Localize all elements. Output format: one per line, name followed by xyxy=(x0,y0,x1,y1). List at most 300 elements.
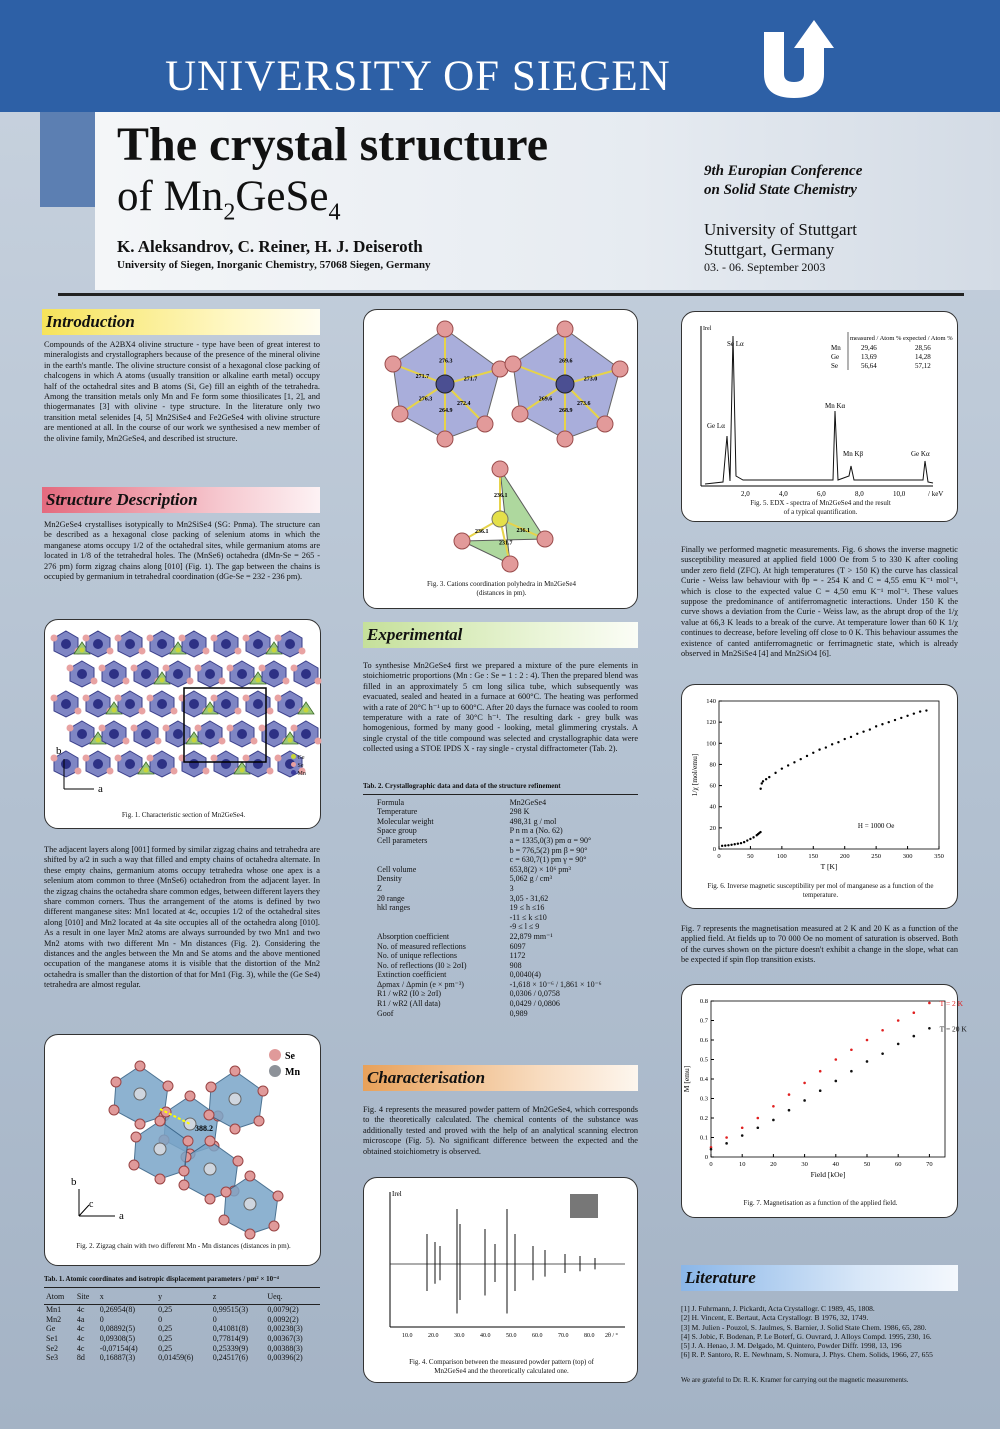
se-atom xyxy=(179,1180,189,1190)
mn-atom xyxy=(109,729,119,739)
se-atom xyxy=(512,406,528,422)
table1-cell: 8d xyxy=(76,1353,85,1363)
se-atom xyxy=(612,361,628,377)
data-point xyxy=(746,839,748,841)
fig5-caption: Fig. 5. EDX - spectra of Mn2GeSe4 and the result of a typical quantification. xyxy=(750,499,891,516)
mn-atom xyxy=(221,759,231,769)
se-atom xyxy=(221,1187,231,1197)
x-tick-label: 20.0 xyxy=(428,1333,439,1339)
mn-atom xyxy=(93,759,103,769)
data-point xyxy=(743,841,745,843)
table1-cell: 0,0092(2) xyxy=(267,1314,299,1324)
mn-atom xyxy=(269,669,279,679)
table-row xyxy=(44,1324,320,1334)
se-atom xyxy=(107,768,114,775)
distance-label: 388.2 xyxy=(195,1124,213,1133)
table2-cell xyxy=(363,913,506,923)
se-atom xyxy=(75,768,82,775)
table1 xyxy=(44,1275,320,1363)
table2-cell: No. of reflections (I0 ≥ 2σI) xyxy=(377,960,467,970)
se-atom xyxy=(204,1110,214,1120)
x-tick-label: 150 xyxy=(808,853,819,860)
data-point xyxy=(765,778,767,780)
se-atom xyxy=(51,635,58,642)
ge-atom xyxy=(112,708,117,713)
table1-cell: 0,00238(3) xyxy=(267,1324,303,1334)
literature-item: [5] J. A. Henao, J. M. Delgado, M. Quintero, Powder Diffr. 1998, 13, 196 xyxy=(681,1341,902,1351)
table1-cell: 0,01459(6) xyxy=(158,1353,194,1363)
table2-cell: Z xyxy=(377,883,382,893)
table2-cell: Space group xyxy=(377,826,417,836)
se-atom xyxy=(437,431,453,447)
se-atom xyxy=(206,1082,216,1092)
edx-table-cell: Mn xyxy=(831,344,841,352)
conference-name: 9th Europian Conference on Solid State Chemistry xyxy=(704,163,863,198)
table1-cell: 0,08892(5) xyxy=(99,1324,136,1334)
data-point xyxy=(768,776,770,778)
table-row xyxy=(363,865,638,875)
data-point xyxy=(761,782,763,784)
data-point xyxy=(888,721,890,723)
table1-cell: Se1 xyxy=(46,1333,58,1343)
x-tick-label: 350 xyxy=(934,853,944,860)
table-row xyxy=(44,1344,320,1354)
table1-title: Tab. 1. Atomic coordinates and isotropic displacement parameters / pm² × 10⁻⁴ xyxy=(44,1275,320,1288)
table1-cell: Mn1 xyxy=(46,1305,62,1315)
table1-cell: 0,09308(5) xyxy=(99,1333,136,1343)
distance-label: 272.4 xyxy=(457,401,471,407)
se-atom xyxy=(243,755,250,762)
se-atom xyxy=(115,635,122,642)
legend-se-label: Se xyxy=(285,1051,295,1062)
table1-cell: 0,99515(3) xyxy=(212,1305,249,1315)
se-atom xyxy=(219,678,226,685)
distance-label: 271.7 xyxy=(463,376,478,383)
data-point xyxy=(850,1048,853,1051)
se-atom xyxy=(135,1119,145,1129)
x-tick-label: 60 xyxy=(894,1161,902,1168)
table2-cell: Temperature xyxy=(377,807,418,817)
table2-cell: Cell volume xyxy=(377,864,417,874)
mn-atom xyxy=(61,699,71,709)
ge-atom xyxy=(80,648,85,653)
table-row xyxy=(44,1353,320,1363)
distance-label: 236.1 xyxy=(516,528,530,534)
se-atom xyxy=(275,635,282,642)
table1-cell: 0,00388(3) xyxy=(267,1343,303,1353)
table1-cell: 0,00396(2) xyxy=(267,1353,303,1363)
series-label: T = 2 K xyxy=(939,998,964,1008)
fig2-card xyxy=(44,1034,321,1266)
table2-cell: 5,062 g / cm³ xyxy=(509,874,553,884)
data-point xyxy=(749,838,751,840)
table2-cell xyxy=(363,855,506,865)
se-atom xyxy=(205,1136,215,1146)
table2-cell: No. of unique reflections xyxy=(377,951,457,961)
mn-atom xyxy=(301,729,311,739)
table1-cell: 4a xyxy=(76,1314,85,1324)
table-row xyxy=(44,1315,320,1325)
data-point xyxy=(737,843,739,845)
table2-cell: 908 xyxy=(509,960,522,970)
data-point xyxy=(856,733,858,735)
y-tick-label: 0.6 xyxy=(699,1037,708,1044)
se-atom xyxy=(273,1191,283,1201)
table-row xyxy=(363,874,638,884)
data-point xyxy=(818,748,820,750)
edx-spectrum-line xyxy=(705,336,933,484)
literature-item: [1] J. Fuhrmann, J. Pickardt, Acta Crystallogr. C 1989, 45, 1808. xyxy=(681,1304,875,1313)
axis-a-label: a xyxy=(98,783,103,795)
table-row xyxy=(363,903,638,913)
mn-atom xyxy=(189,759,199,769)
table1-cell: 0,25 xyxy=(158,1324,173,1334)
table1-cell: Mn2 xyxy=(46,1314,62,1324)
se-atom xyxy=(155,1116,165,1126)
table2-cell: 653,8(2) × 10⁶ pm³ xyxy=(509,864,571,874)
mn-atom xyxy=(125,639,135,649)
table1-cell: -0,07154(4) xyxy=(99,1343,138,1353)
table-row xyxy=(363,980,638,990)
se-atom xyxy=(131,1132,141,1142)
x-tick-label: 2,0 xyxy=(741,490,750,498)
table-row xyxy=(44,1305,320,1315)
y-tick-label: 140 xyxy=(706,698,716,705)
fig7-card xyxy=(681,984,967,1218)
field-annotation: H = 1000 Oe xyxy=(857,821,895,830)
table1-cell: 4c xyxy=(76,1333,85,1343)
literature-item: [4] S. Jobic, F. Bodenan, P. Le Boterf, G. Ouvrard, J. Alloys Compd. 1995, 230, 16. xyxy=(681,1331,932,1341)
se-atom xyxy=(219,738,226,745)
y-tick-label: 80 xyxy=(709,761,716,769)
mn-atom xyxy=(154,1143,166,1155)
se-atom xyxy=(147,635,154,642)
se-atom xyxy=(179,1166,189,1176)
x-tick-label: 0 xyxy=(709,1161,713,1168)
table2 xyxy=(363,782,638,1018)
se-atom xyxy=(291,725,298,732)
fig3-polyhedra-image xyxy=(365,314,637,584)
y-tick-label: 0.7 xyxy=(699,1017,708,1025)
y-tick-label: 0.8 xyxy=(699,998,708,1005)
table1-cell: 0,0079(2) xyxy=(267,1305,299,1315)
x-tick-label: 40.0 xyxy=(480,1333,491,1339)
table-row xyxy=(363,884,638,894)
table1-cell: 0,25 xyxy=(158,1305,173,1315)
se-atom xyxy=(557,431,573,447)
mn-atom xyxy=(205,729,215,739)
table2-cell: P n m a (No. 62) xyxy=(509,826,563,836)
table1-cell: 0 xyxy=(212,1314,217,1324)
se-atom xyxy=(230,1066,240,1076)
table2-cell: 2θ range xyxy=(377,893,405,903)
se-atom xyxy=(492,461,508,477)
data-point xyxy=(812,752,814,754)
axis-c-label: c xyxy=(89,1199,94,1210)
x-tick-label: 40 xyxy=(832,1161,840,1168)
x-axis-label: 2θ / ° xyxy=(605,1333,618,1339)
se-atom xyxy=(185,1091,195,1101)
x-tick-label: 0 xyxy=(717,853,721,860)
y-tick-label: 0.2 xyxy=(699,1115,708,1122)
se-atom xyxy=(251,738,258,745)
edx-table-cell: 14,28 xyxy=(915,353,931,361)
x-tick-label: 30 xyxy=(801,1161,808,1168)
axis-c-arrow xyxy=(79,1205,89,1216)
se-atom xyxy=(245,1171,255,1181)
table-row xyxy=(363,970,638,980)
data-point xyxy=(850,736,852,738)
table2-grid xyxy=(363,798,638,1019)
ge-atom xyxy=(160,678,165,683)
x-tick-label: 200 xyxy=(839,853,850,860)
data-point xyxy=(787,764,789,766)
se-atom xyxy=(454,533,470,549)
table2-cell: Mn2GeSe4 xyxy=(509,797,547,807)
edx-table-header: measured / Atom % xyxy=(850,335,902,342)
se-atom xyxy=(179,635,186,642)
table2-cell: 22,879 mm⁻¹ xyxy=(509,931,553,941)
mn-atom xyxy=(253,759,263,769)
table2-cell: 0,0306 / 0,0758 xyxy=(509,989,560,999)
data-point xyxy=(752,836,754,838)
section-experimental: Experimental xyxy=(363,622,638,648)
y-tick-label: 0.5 xyxy=(699,1056,708,1064)
table1-cell: 0 xyxy=(99,1314,104,1324)
table1-cell: 0,26954(8) xyxy=(99,1305,136,1315)
se-atom xyxy=(67,665,74,672)
distance-label: 273.0 xyxy=(583,376,598,383)
se-atom xyxy=(91,678,98,685)
data-point xyxy=(803,1099,806,1102)
table-row xyxy=(363,826,638,836)
y-axis-label: Irel xyxy=(703,326,712,332)
plot-frame xyxy=(711,1001,945,1157)
table2-cell: R1 / wR2 (All data) xyxy=(377,999,441,1009)
y-tick-label: 0.4 xyxy=(699,1076,708,1083)
x-tick-label: 300 xyxy=(902,853,913,860)
mn-atom xyxy=(93,699,103,709)
data-point xyxy=(835,1080,838,1083)
table1-cell: 0,25339(9) xyxy=(212,1343,249,1353)
section-characterisation: Characterisation xyxy=(363,1065,638,1091)
series-label: T = 20 K xyxy=(939,1024,967,1034)
mn-atom xyxy=(237,729,247,739)
se-atom xyxy=(51,695,58,702)
fig6-card xyxy=(681,684,958,909)
axis-b-label: b xyxy=(71,1176,77,1188)
se-atom xyxy=(275,755,282,762)
data-point xyxy=(844,738,846,740)
ge-atom xyxy=(240,768,245,773)
mn-atom xyxy=(205,669,215,679)
data-point xyxy=(835,1058,838,1061)
fig1-legend: Ge Se Mn xyxy=(291,754,306,778)
mn-atom xyxy=(77,669,87,679)
table1-cell: 4c xyxy=(76,1343,85,1353)
university-name: UNIVERSITY OF SIEGEN xyxy=(165,53,671,100)
se-atom xyxy=(205,1194,215,1204)
conference-dates: 03. - 06. September 2003 xyxy=(704,260,826,274)
y-tick-label: 0 xyxy=(712,846,716,853)
table-row xyxy=(363,951,638,961)
se-atom xyxy=(275,695,282,702)
x-tick-label: 8,0 xyxy=(855,490,864,498)
fig4-caption: Fig. 4. Comparison between the measured powder pattern (top) of Mn2GeSe4 and the theoretically calculated one. xyxy=(409,1358,594,1375)
x-tick-label: 70 xyxy=(926,1161,933,1168)
table2-cell: c = 630,7(1) pm γ = 90° xyxy=(509,855,587,865)
sem-image xyxy=(570,1194,598,1218)
edx-table-cell: Se xyxy=(831,362,838,370)
se-atom xyxy=(187,678,194,685)
fig2-caption: Fig. 2. Zigzag chain with two different Mn - Mn distances (distances in pm). xyxy=(76,1242,291,1250)
table1-cell: 4c xyxy=(76,1305,85,1315)
data-point xyxy=(919,710,921,712)
table1-header-row xyxy=(44,1292,320,1305)
se-atom xyxy=(597,416,613,432)
se-atom xyxy=(243,635,250,642)
se-atom xyxy=(147,695,154,702)
se-atom xyxy=(385,356,401,372)
peak-label: Se Lα xyxy=(727,340,744,348)
mn-atom xyxy=(237,669,247,679)
table2-cell: 6097 xyxy=(509,941,526,951)
table2-cell: 298 K xyxy=(509,807,530,817)
ge-atom xyxy=(96,738,101,743)
table2-cell: Molecular weight xyxy=(377,816,434,826)
table2-cell xyxy=(363,922,506,932)
data-point xyxy=(925,709,927,711)
se-atom xyxy=(477,416,493,432)
se-atom xyxy=(211,755,218,762)
x-tick-label: 100 xyxy=(776,853,787,860)
mn-atom xyxy=(125,699,135,709)
introduction-text: Compounds of the A2BX4 olivine structure - type have been of great interest to mineralogists and crystallographers because of the presence of the mineral olivine in the earth's mantle. The olivine structure consist of a hexagonal close packing of chalcogens in which A atoms (usually transition or alkaline earth metal) occupy half of the octahedral sites and B atoms (Si, Ge) fill an eighth of the tetrahedra. Among the transition metals only Mn and Fe form some thiosilicates [1, 2], and thiogermanates [3] with olivine - type structure. In the literature only two transition metal selenides [4, 5] Mn2SiSe4 and Fe2GeSe4 with olivine structure are mentioned at all. In the course of our work we synthesised a new member of the olivine family, Mn2GeSe4, and described ist structure. xyxy=(44,340,320,443)
y-tick-label: 0 xyxy=(704,1154,708,1161)
mn-atom xyxy=(285,639,295,649)
table2-cell: No. of measured reflections xyxy=(377,941,466,951)
table1-header-cell: Atom xyxy=(44,1292,75,1305)
table2-cell: Goof xyxy=(377,1008,394,1018)
data-point xyxy=(759,831,761,833)
mn-atom xyxy=(221,639,231,649)
se-atom xyxy=(235,648,242,655)
plot-frame xyxy=(719,701,939,849)
data-point xyxy=(724,844,726,846)
table-row xyxy=(363,989,638,999)
se-atom xyxy=(183,1136,193,1146)
se-atom xyxy=(505,356,521,372)
data-point xyxy=(806,755,808,757)
fig5-edx-spectrum xyxy=(683,316,957,502)
se-atom xyxy=(195,725,202,732)
data-point xyxy=(866,1039,869,1042)
distance-label: 231.7 xyxy=(499,540,513,547)
mn-atom xyxy=(221,699,231,709)
characterisation-text: Fig. 4 represents the measured powder pattern of Mn2GeSe4, which corresponds to the theoretically calculated. The chemical contents of the substance was additionally tested and proved with the help of an analytical scanning electron microscope (Fig. 5). No significant difference between the expected and the obtained stoichiometry is observed. xyxy=(363,1105,638,1156)
distance-label: 273.6 xyxy=(577,401,591,407)
fig4-powder-pattern xyxy=(365,1182,637,1352)
literature-item: [3] M. Julien - Pouzol, S. Jaulmes, S. Barnier, J. Solid State Chem. 1986, 65, 280. xyxy=(681,1322,927,1332)
se-atom xyxy=(315,738,322,745)
se-atom xyxy=(230,1124,240,1134)
edx-table-cell: 56,64 xyxy=(861,362,877,370)
literature-item: [2] H. Vincent, E. Bertaut, Acta Crystallogr. B 1976, 32, 1749. xyxy=(681,1313,869,1323)
data-point xyxy=(881,1052,884,1055)
poster-title-formula: of $Mn_2GeSe_4$ xyxy=(117,173,341,226)
se-atom xyxy=(245,1229,255,1239)
data-point xyxy=(762,780,764,782)
x-axis-label: / keV xyxy=(928,490,944,498)
distance-label: 271.7 xyxy=(415,374,430,380)
fig7-chart xyxy=(682,989,967,1194)
mn-atom xyxy=(244,1198,256,1210)
mn-atom xyxy=(301,669,311,679)
se-atom xyxy=(123,738,130,745)
table2-cell: Δρmax / Δρmin (e × pm⁻³) xyxy=(377,979,464,989)
data-point xyxy=(741,1134,744,1137)
axis-a-label: a xyxy=(119,1210,124,1222)
data-point xyxy=(803,1082,806,1085)
mn-atom xyxy=(157,639,167,649)
table-row xyxy=(363,855,638,865)
se-atom xyxy=(171,768,178,775)
x-tick-label: 50.0 xyxy=(506,1333,517,1339)
ge-atom xyxy=(176,648,181,653)
se-atom xyxy=(203,648,210,655)
mn-atom xyxy=(253,699,263,709)
table1-header-cell: Site xyxy=(75,1292,98,1305)
data-point xyxy=(875,725,877,727)
section-literature: Literature xyxy=(681,1265,958,1291)
y-tick-label: 0.3 xyxy=(699,1095,708,1103)
se-atom xyxy=(83,695,90,702)
se-atom xyxy=(299,648,306,655)
distance-label: 269.6 xyxy=(538,396,553,403)
table-row xyxy=(363,807,638,817)
se-atom xyxy=(109,1105,119,1115)
se-atom xyxy=(163,1081,173,1091)
mn-atom xyxy=(436,375,454,393)
data-point xyxy=(819,1070,822,1073)
data-point xyxy=(800,758,802,760)
x-tick-label: 10,0 xyxy=(893,490,906,498)
se-atom xyxy=(123,678,130,685)
se-atom xyxy=(107,648,114,655)
layers-text: The adjacent layers along [001] formed by similar zigzag chains and tetrahedra are shifted by a/2 in such a way that filled and empty chains of octahedra alternate. In these empty chains, germanium atoms occupy tetrahedra whose one apex is a selenium atom common to three (MnSe6) octahedron from the adjacent layer. In the zigzag chains the octahedra share common edges, between different layers they share common corners. Thus the arrangement of the atoms is defined by two different manganese sites: Mn1 located at 4c, occupies 1/2 of the octahedral sites along [010] and Mn2 located at 4a site occupies all of the octahedra along [010]. As a result in one layer Mn2 atoms are always surrounded by two Mn1 and two Mn2 atoms with two different Mn - Mn distances (Fig. 2). Considering the distances and the angles between the Mn and Se atoms and the above mentioned occupation of the manganese atoms it is visible that the distortion of the Mn2 octahedra is smaller than the distortion of that for Mn1 (Fig. 3), while the (Ge Se4) tetrahedra are almost regular. xyxy=(44,845,320,990)
mn-atom xyxy=(173,669,183,679)
data-point xyxy=(721,845,723,847)
mn-atom xyxy=(141,729,151,739)
mn-atom xyxy=(253,639,263,649)
mn-atom xyxy=(556,375,574,393)
structure-text: Mn2GeSe4 crystallises isotypically to Mn2SiSe4 (SG: Pnma). The structure can be described as a hexagonal close packing of selenium atoms in which the manganese atoms occupy 1/2 of the octahedral sites, while germanium atoms are located in 1/8 of the tetrahedral holes. The (MnSe6) octahedra (dMn-Se = 265 - 276 pm) form zigzag chains along [010] (Fig. 1). The gap between the chains is occupied by germanium in tetrahedral coordination (dGe-Se = 232 - 236 pm). xyxy=(44,520,320,582)
ge-atom xyxy=(492,511,508,527)
data-point xyxy=(850,1070,853,1073)
table1-cell: Se3 xyxy=(46,1353,58,1363)
x-axis-label: T [K] xyxy=(820,862,838,871)
se-atom xyxy=(502,556,518,572)
mn-atom xyxy=(157,699,167,709)
x-tick-label: 10 xyxy=(738,1161,746,1168)
ge-atom xyxy=(272,648,277,653)
authors: K. Aleksandrov, C. Reiner, H. J. Deiseroth xyxy=(117,237,423,256)
table-row xyxy=(363,894,638,904)
x-tick-label: 4,0 xyxy=(779,490,788,498)
table-row xyxy=(363,932,638,942)
se-atom xyxy=(171,708,178,715)
table1-cell: 0,77814(9) xyxy=(212,1333,249,1343)
